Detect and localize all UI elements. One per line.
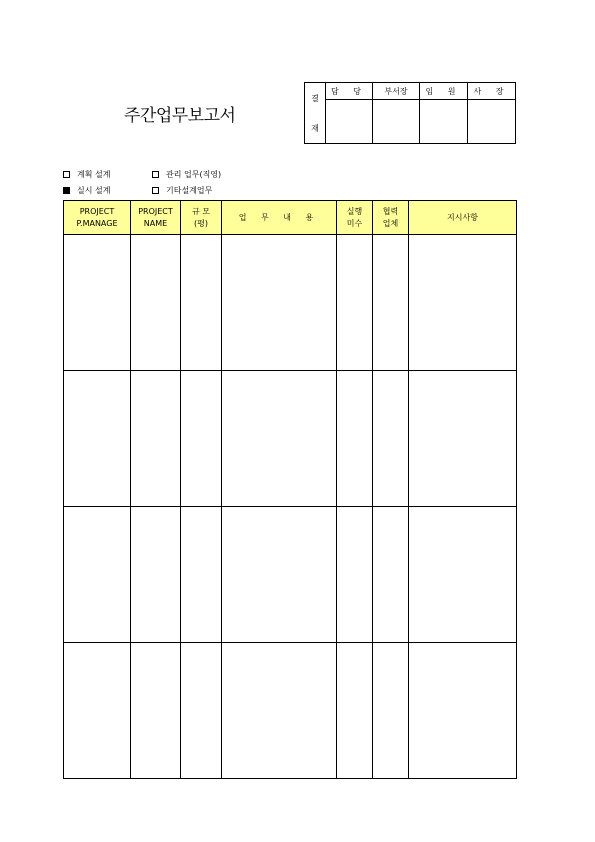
header-execution-unpaid: 실행 미수 (337, 201, 373, 235)
report-table (63, 200, 517, 779)
cell-instructions[interactable] (409, 235, 517, 371)
checkbox-empty-icon (152, 171, 159, 178)
cell-execution-unpaid[interactable] (337, 507, 373, 643)
cell-scale[interactable] (181, 371, 222, 507)
approval-position-executive: 임 원 (420, 83, 468, 100)
cell-scale[interactable] (181, 507, 222, 643)
checkbox-empty-icon (63, 171, 70, 178)
cell-work-content[interactable] (222, 507, 337, 643)
cell-work-content[interactable] (222, 371, 337, 507)
approval-sign-manager[interactable] (373, 100, 420, 144)
checkbox-label: 관리 업무(직영) (166, 169, 222, 179)
cell-project-manager[interactable] (64, 235, 131, 371)
header-work-content: 업 무 내 용 (222, 201, 337, 235)
cell-project-name[interactable] (131, 371, 181, 507)
table-row (64, 235, 517, 371)
page-title: 주간업무보고서 (124, 106, 236, 126)
approval-position-manager: 부서장 (373, 83, 420, 100)
cell-execution-unpaid[interactable] (337, 643, 373, 779)
checkbox-label: 기타설계업무 (166, 185, 213, 195)
category-checkboxes (63, 166, 221, 198)
checkbox-other-design[interactable] (152, 185, 212, 196)
approval-position-president: 사 장 (468, 83, 516, 100)
header-partner: 협력 업체 (373, 201, 409, 235)
cell-project-name[interactable] (131, 507, 181, 643)
table-row (64, 371, 517, 507)
cell-scale[interactable] (181, 235, 222, 371)
approval-sign-president[interactable] (468, 100, 516, 144)
cell-partner[interactable] (373, 507, 409, 643)
cell-project-name[interactable] (131, 643, 181, 779)
cell-partner[interactable] (373, 235, 409, 371)
cell-execution-unpaid[interactable] (337, 371, 373, 507)
checkbox-execution-design[interactable] (63, 185, 152, 196)
header-project-name: PROJECT NAME (131, 201, 181, 235)
cell-project-name[interactable] (131, 235, 181, 371)
approval-box (304, 82, 516, 144)
checkbox-filled-icon (63, 187, 70, 194)
cell-instructions[interactable] (409, 371, 517, 507)
cell-instructions[interactable] (409, 643, 517, 779)
checkbox-empty-icon (152, 187, 159, 194)
header-project-manager: PROJECT P.MANAGE (64, 201, 131, 235)
header-instructions: 지시사항 (409, 201, 517, 235)
table-row (64, 507, 517, 643)
cell-instructions[interactable] (409, 507, 517, 643)
checkbox-management[interactable] (152, 169, 221, 180)
approval-position-staff: 담 당 (326, 83, 373, 100)
cell-partner[interactable] (373, 371, 409, 507)
approval-side-label (305, 83, 326, 144)
cell-execution-unpaid[interactable] (337, 235, 373, 371)
checkbox-plan-design[interactable] (63, 169, 152, 180)
cell-partner[interactable] (373, 643, 409, 779)
cell-scale[interactable] (181, 643, 222, 779)
table-row (64, 643, 517, 779)
checkbox-label: 계획 설계 (77, 169, 111, 179)
cell-project-manager[interactable] (64, 643, 131, 779)
cell-work-content[interactable] (222, 235, 337, 371)
cell-work-content[interactable] (222, 643, 337, 779)
table-header-row (64, 201, 517, 235)
cell-project-manager[interactable] (64, 507, 131, 643)
approval-sign-executive[interactable] (420, 100, 468, 144)
approval-sign-staff[interactable] (326, 100, 373, 144)
approval-label-top: 결 (311, 93, 319, 103)
approval-label-bottom: 재 (311, 123, 319, 133)
header-scale: 규 모 (평) (181, 201, 222, 235)
checkbox-label: 실시 설계 (77, 185, 111, 195)
cell-project-manager[interactable] (64, 371, 131, 507)
